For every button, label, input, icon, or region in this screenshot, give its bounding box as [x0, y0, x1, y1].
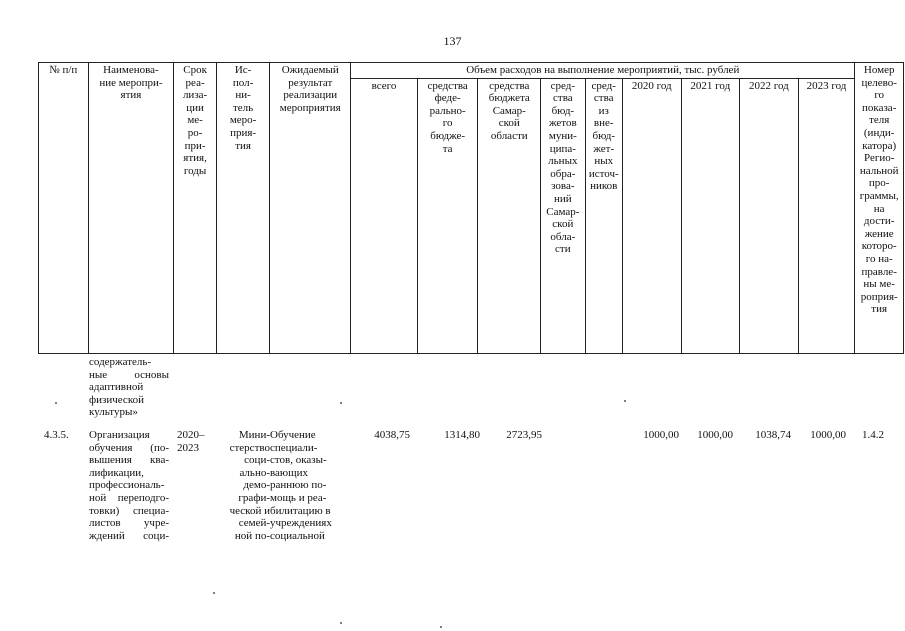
text-line: Регио-	[863, 152, 895, 165]
text-line: ний	[553, 192, 572, 205]
text-line: тель	[232, 101, 254, 114]
text-line: ные основы	[89, 368, 169, 381]
text-line: Ис-	[234, 64, 252, 76]
text-line: бюдже-	[430, 129, 466, 142]
text-line: ной переподго-	[89, 491, 169, 504]
text-line: ской	[552, 218, 574, 231]
text-line: при-	[184, 139, 206, 152]
text-line: результат	[288, 76, 333, 89]
text-line: показа-	[862, 101, 897, 114]
text-line: ской	[498, 117, 520, 130]
text-line: билитацию в	[270, 504, 331, 517]
text-line: социальной	[270, 529, 325, 542]
text-line: сред-	[550, 79, 576, 92]
text-line: области	[490, 129, 528, 142]
text-line: теля	[869, 114, 890, 127]
text-line: граммы, на	[859, 189, 899, 215]
text-line: физической	[89, 393, 144, 406]
text-line: роприя-	[860, 290, 898, 303]
text-line: бюд-	[551, 104, 575, 117]
text-line: вышения ква-	[89, 454, 169, 467]
header-municipal	[541, 78, 585, 353]
row-regional: 2723,95	[506, 429, 542, 441]
text-line: нальной	[859, 164, 899, 177]
row-term	[177, 429, 211, 454]
text-line: учреждениях	[270, 517, 332, 530]
text-line: жетов	[548, 117, 577, 130]
text-line: листов учре-	[89, 517, 169, 530]
header-executor	[216, 63, 270, 354]
text-line: прия-	[230, 126, 257, 139]
text-line: Обучение	[270, 429, 316, 441]
text-line: стерство	[229, 441, 270, 454]
text-line: зова-	[551, 180, 575, 193]
text-line: реа-	[185, 76, 205, 89]
text-line: ции	[186, 101, 204, 114]
text-line: меро-	[229, 114, 257, 127]
header-2020: 2020 год	[622, 78, 681, 353]
header-offbudget	[585, 78, 622, 353]
text-line: льных	[548, 155, 578, 168]
text-line: реализации	[283, 89, 338, 102]
text-line: Организация	[89, 429, 150, 441]
text-line: мощь и реа-	[270, 491, 327, 504]
row-2020: 1000,00	[643, 429, 679, 441]
text-line: средства	[489, 79, 530, 92]
page-number: 137	[443, 34, 462, 48]
text-line: лиза-	[182, 89, 208, 102]
header-total: всего	[351, 78, 418, 353]
text-line: средства	[427, 79, 468, 92]
text-line: содержатель-	[89, 356, 152, 368]
text-line: 2020–	[177, 429, 205, 441]
header-federal	[417, 78, 478, 353]
text-line: муни-	[548, 129, 577, 142]
text-line: ства	[593, 92, 614, 105]
text-line: соци-	[244, 454, 270, 467]
text-line: стов, оказы-	[270, 454, 327, 467]
row-2023: 1000,00	[810, 429, 846, 441]
header-regional	[478, 78, 541, 353]
text-line: бюд-	[592, 129, 615, 142]
text-line: ятия,	[183, 152, 207, 165]
text-line: графи-	[238, 491, 270, 504]
text-line: бюджета	[488, 92, 530, 105]
text-line: 2023	[177, 441, 199, 454]
text-line: адаптивной	[89, 381, 144, 394]
text-line: целево-	[861, 76, 897, 89]
text-line: годы	[183, 164, 207, 177]
text-line: товки) специа-	[89, 504, 169, 517]
row-name	[89, 429, 169, 542]
text-line: из вне-	[593, 104, 614, 130]
text-line: тия	[235, 139, 251, 152]
text-line: ческой и	[229, 504, 270, 517]
text-line: го на-	[865, 252, 893, 265]
text-line: ро-	[187, 126, 203, 139]
text-line: го	[442, 117, 453, 130]
text-line: Срок	[183, 64, 207, 76]
text-line: ально-	[239, 466, 270, 479]
text-line: ме-	[187, 114, 203, 127]
text-line: обла-	[550, 230, 576, 243]
text-line: ной по-	[234, 529, 270, 542]
scan-speck	[440, 626, 442, 628]
text-line: рально-	[429, 104, 466, 117]
text-line: раннюю по-	[270, 479, 327, 492]
scan-speck	[340, 622, 342, 624]
text-line: демо-	[243, 479, 270, 492]
row-total: 4038,75	[374, 429, 410, 441]
scan-speck	[624, 400, 626, 402]
text-line: обучения (по-	[89, 441, 169, 454]
text-line: го	[874, 89, 885, 102]
text-line: Мини-	[238, 429, 270, 441]
text-line: ждений соци-	[89, 529, 169, 542]
text-line: Самар-	[546, 205, 580, 218]
text-line: правле-	[861, 265, 897, 278]
text-line: жение	[864, 227, 894, 240]
row-federal: 1314,80	[444, 429, 480, 441]
row-2022: 1038,74	[755, 429, 791, 441]
header-2023: 2023 год	[798, 78, 855, 353]
text-line: ников	[590, 180, 618, 193]
text-line: жет-	[593, 142, 615, 155]
text-line: культуры»	[89, 406, 138, 419]
row-target: 1.4.2	[862, 429, 884, 441]
text-line: профессиональ-	[89, 479, 165, 492]
text-line: (инди-	[863, 126, 895, 139]
header-2022: 2022 год	[740, 78, 799, 353]
text-line: обра-	[550, 167, 576, 180]
text-line: дости-	[863, 215, 895, 228]
text-line: ятия	[120, 89, 142, 102]
row-number: 4.3.5.	[44, 429, 69, 441]
header-num: № п/п	[39, 63, 89, 354]
text-line: феде-	[434, 92, 461, 105]
text-line: лификации,	[89, 466, 144, 479]
text-line: ных	[594, 155, 614, 168]
text-line: источ-	[588, 167, 619, 180]
text-line: Ожидаемый	[281, 64, 339, 76]
text-line: мероприятия	[279, 101, 341, 114]
header-2021: 2021 год	[681, 78, 740, 353]
scan-speck	[340, 402, 342, 404]
text-line: Самар-	[492, 104, 526, 117]
text-line: специали-	[270, 441, 318, 454]
text-line: сти	[555, 243, 571, 256]
text-line: вающих	[270, 466, 309, 479]
header-term	[174, 63, 216, 354]
text-line: которо-	[861, 240, 897, 253]
scan-speck	[55, 402, 57, 404]
header-name	[88, 63, 174, 354]
text-line: катора)	[862, 139, 897, 152]
text-line: тия	[871, 303, 888, 316]
text-line: Номер	[863, 64, 895, 76]
text-line: та	[442, 142, 453, 155]
text-line: про-	[868, 177, 890, 190]
text-line: семей-	[238, 517, 270, 530]
text-line: ны ме-	[863, 278, 895, 291]
text-line: Наименова-	[103, 64, 159, 76]
continuation-text	[89, 356, 169, 419]
text-line: сред-	[591, 79, 616, 92]
row-2021: 1000,00	[697, 429, 733, 441]
text-line: ни-	[235, 89, 251, 102]
text-line: ства	[553, 92, 573, 105]
header-costs-group: Объем расходов на выполнение мероприятий, тыс. рублей	[351, 63, 855, 79]
expenses-table	[38, 62, 904, 354]
header-target	[855, 63, 904, 354]
row-result	[270, 429, 350, 542]
scan-speck	[213, 592, 215, 594]
text-line: пол-	[232, 76, 254, 89]
header-row-1	[39, 63, 904, 79]
header-result	[270, 63, 351, 354]
text-line: ципа-	[549, 142, 576, 155]
text-line: ние меропри-	[99, 76, 163, 89]
row-executor	[216, 429, 270, 542]
